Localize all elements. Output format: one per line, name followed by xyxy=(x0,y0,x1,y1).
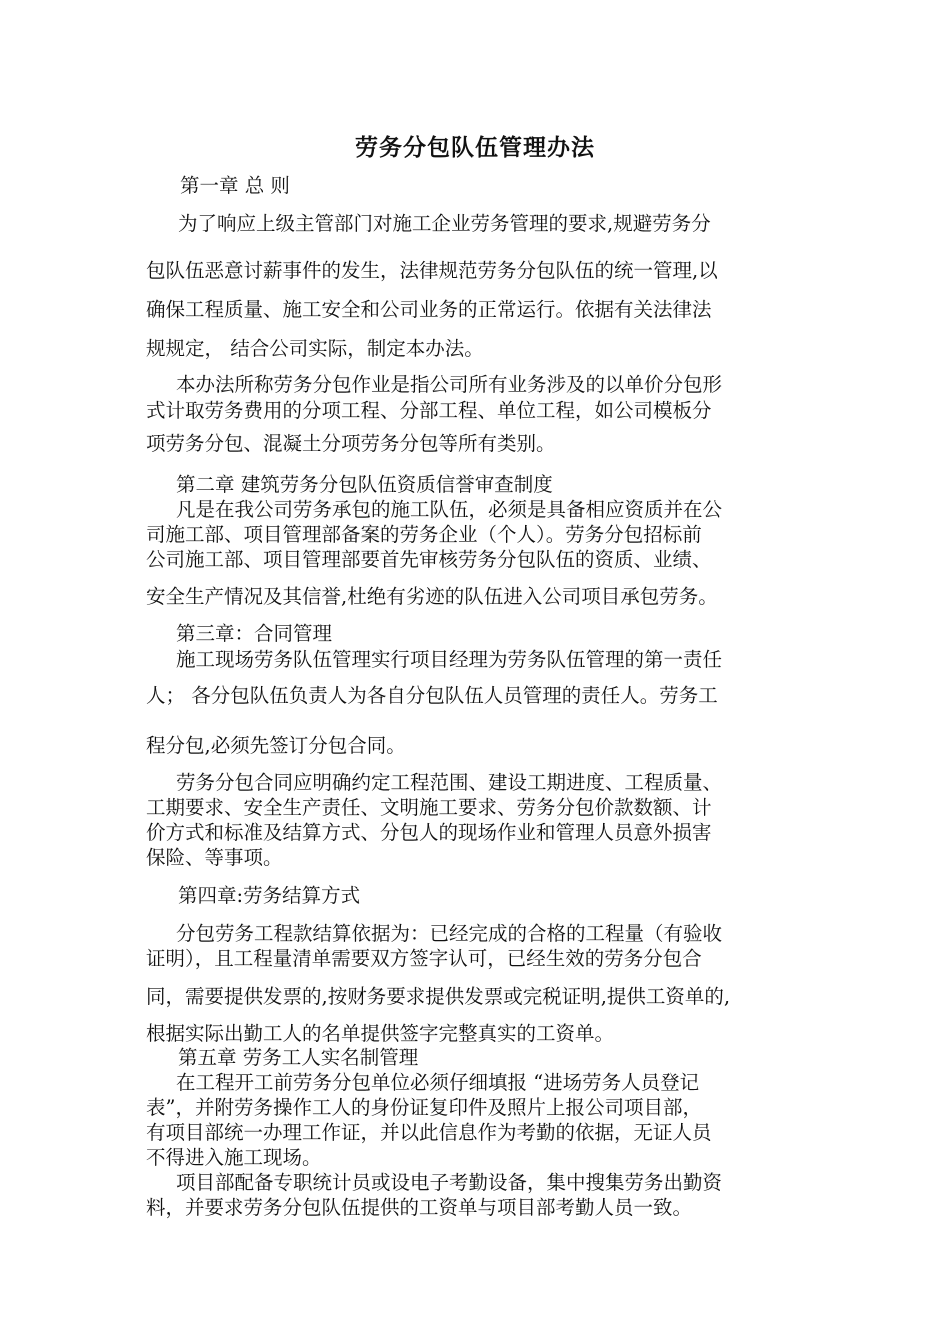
paragraph-line: 为了响应上级主管部门对施工企业劳务管理的要求,规避劳务分 xyxy=(178,212,711,235)
chapter-3-heading: 第三章：合同管理 xyxy=(176,622,333,645)
chapter-1-heading: 第一章 总 则 xyxy=(180,174,290,197)
paragraph-line: 价方式和标准及结算方式、分包人的现场作业和管理人员意外损害 xyxy=(146,821,712,844)
paragraph-line: 根据实际出勤工人的名单提供签字完整真实的工资单。 xyxy=(146,1022,615,1045)
paragraph-line: 同，需要提供发票的,按财务要求提供发票或完税证明,提供工资单的, xyxy=(146,985,731,1008)
document-title: 劳务分包队伍管理办法 xyxy=(355,135,595,161)
chapter-5-heading: 第五章 劳务工人实名制管理 xyxy=(178,1046,419,1069)
chapter-4-heading: 第四章:劳务结算方式 xyxy=(178,884,361,907)
paragraph-line: 不得进入施工现场。 xyxy=(146,1146,322,1169)
chapter-2-heading: 第二章 建筑劳务分包队伍资质信誉审查制度 xyxy=(176,473,553,496)
paragraph-line: 工期要求、安全生产责任、文明施工要求、劳务分包价款数额、计 xyxy=(146,796,712,819)
paragraph-line: 司施工部、项目管理部备案的劳务企业（个人）。劳务分包招标前 xyxy=(146,523,702,546)
paragraph-line: 程分包,必须先签订分包合同。 xyxy=(146,734,406,757)
paragraph-line: 劳务分包合同应明确约定工程范围、建设工期进度、工程质量、 xyxy=(176,771,723,794)
paragraph-line: 项劳务分包、混凝土分项劳务分包等所有类别。 xyxy=(146,432,556,455)
paragraph-line: 包队伍恶意讨薪事件的发生，法律规范劳务分包队伍的统一管理,以 xyxy=(146,259,718,282)
paragraph-line: 证明），且工程量清单需要双方签字认可，已经生效的劳务分包合 xyxy=(146,947,702,970)
paragraph-line: 人； 各分包队伍负责人为各自分包队伍人员管理的责任人。劳务工 xyxy=(146,684,718,707)
paragraph-line: 安全生产情况及其信誉,杜绝有劣迹的队伍进入公司项目承包劳务。 xyxy=(146,585,718,608)
paragraph-line: 施工现场劳务队伍管理实行项目经理为劳务队伍管理的第一责任 xyxy=(176,648,723,671)
paragraph-line: 在工程开工前劳务分包单位必须仔细填报 “进场劳务人员登记 xyxy=(176,1071,700,1094)
paragraph-line: 规规定， 结合公司实际，制定本办法。 xyxy=(146,337,484,360)
paragraph-line: 确保工程质量、施工安全和公司业务的正常运行。依据有关法律法 xyxy=(146,298,712,321)
paragraph-line: 分包劳务工程款结算依据为：已经完成的合格的工程量（有验收 xyxy=(176,922,723,945)
paragraph-line: 凡是在我公司劳务承包的施工队伍，必须是具备相应资质并在公 xyxy=(176,498,723,521)
paragraph-line: 料，并要求劳务分包队伍提供的工资单与项目部考勤人员一致。 xyxy=(146,1196,693,1219)
paragraph-line: 本办法所称劳务分包作业是指公司所有业务涉及的以单价分包形 xyxy=(176,373,723,396)
paragraph-line: 有项目部统一办理工作证，并以此信息作为考勤的依据，无证人员 xyxy=(146,1121,712,1144)
paragraph-line: 式计取劳务费用的分项工程、分部工程、单位工程，如公司模板分 xyxy=(146,399,712,422)
paragraph-line: 项目部配备专职统计员或设电子考勤设备，集中搜集劳务出勤资 xyxy=(176,1171,723,1194)
paragraph-line: 表”，并附劳务操作工人的身份证复印件及照片上报公司项目部， xyxy=(146,1096,702,1119)
paragraph-line: 公司施工部、项目管理部要首先审核劳务分包队伍的资质、业绩、 xyxy=(146,548,712,571)
paragraph-line: 保险、等事项。 xyxy=(146,846,283,869)
